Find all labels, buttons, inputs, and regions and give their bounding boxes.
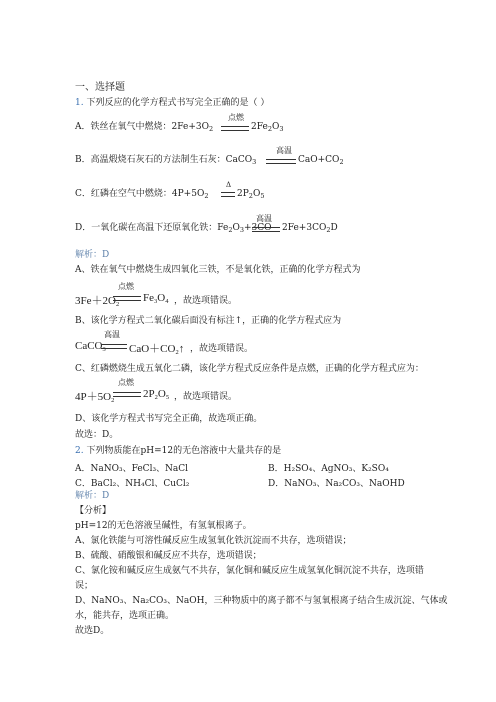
q1-option-c-condition: Δ xyxy=(226,181,232,189)
q1-option-c xyxy=(75,189,208,200)
q1-option-c-right-2: O xyxy=(252,189,261,199)
q1-analysis xyxy=(75,250,109,261)
q1-explanation-a: A、铁在氧气中燃烧生成四氧化三铁，不是氧化铁，正确的化学方程式为 xyxy=(75,265,361,275)
q1-exp-c-right-sub2: 5 xyxy=(165,394,170,401)
q2-option-d: D．NaNO₃、Na₂CO₃、NaOHD xyxy=(268,479,405,489)
q1-option-d-right-sub: 2 xyxy=(326,226,331,234)
q2-option-b: B．H₂SO₄、AgNO₃、K₂SO₄ xyxy=(268,464,389,474)
q1-exp-a-right xyxy=(143,292,168,304)
q1-option-d-condition: 高温 xyxy=(256,214,272,223)
q2-paragraph-4b: 误； xyxy=(75,581,94,591)
q1-explanation-b: B、该化学方程式二氧化碳后面没有标注↑，正确的化学方程式应为 xyxy=(75,316,342,326)
q1-exp-c-condition: 点燃 xyxy=(118,378,134,387)
q1-explanation-c: C、红磷燃烧生成五氧化二磷，该化学方程式反应条件是点燃，正确的化学方程式应为： xyxy=(75,364,424,374)
q1-exp-a-left-sub: 2 xyxy=(115,301,120,308)
q1-option-c-right-1: 2P xyxy=(237,189,249,199)
q1-option-b-right-1: CaO+CO xyxy=(298,155,340,165)
q1-exp-a-left-text: 3Fe＋2O xyxy=(75,295,116,307)
q1-analysis-label: 解析： xyxy=(75,250,103,260)
q1-conclusion: 故选：D。 xyxy=(75,430,119,440)
q1-option-c-right-sub1: 2 xyxy=(248,192,253,200)
q1-exp-b-condition: 高温 xyxy=(104,330,120,339)
q1-option-d xyxy=(75,223,272,234)
q1-option-a-equals xyxy=(221,126,249,131)
q1-option-b-left-sub: 3 xyxy=(252,158,257,166)
q1-exp-a-condition: 点燃 xyxy=(118,282,134,291)
q1-number: 1. xyxy=(75,98,84,108)
q1-exp-b-equals xyxy=(101,344,127,349)
q1-option-a-left: 2Fe+3O xyxy=(171,122,209,132)
q1-option-b-left: CaCO xyxy=(225,155,253,165)
q2-paragraph-1: pH=12的无色溶液呈碱性，有氢氧根离子。 xyxy=(75,521,252,531)
q1-exp-c-right-2: O xyxy=(157,388,166,400)
q1-option-b-condition: 高温 xyxy=(276,146,292,155)
q2-paragraph-3: B、硫酸、硝酸银和碱反应不共存，选项错误； xyxy=(75,551,262,561)
q1-option-d-label: D．一氧化碳在高温下还原氧化铁： xyxy=(75,223,218,233)
q2-option-a: A．NaNO₃、FeCl₃、NaCl xyxy=(75,464,189,474)
q1-exp-b-left-text: CaCO xyxy=(75,340,103,352)
q2-stem-line xyxy=(75,446,281,457)
q1-option-b xyxy=(75,155,256,166)
q2-number: 2. xyxy=(75,446,84,456)
q1-option-d-right-2: D xyxy=(330,223,338,233)
q1-option-a-label: A．铁丝在氧气中燃烧： xyxy=(75,122,172,132)
q1-exp-a-tail: ，故选项错误。 xyxy=(174,296,238,306)
q1-option-a-right xyxy=(251,122,283,133)
q2-analysis-answer: D xyxy=(102,491,110,501)
q1-option-d-left-sub2: 3 xyxy=(239,226,244,234)
q1-option-a-right-2: O xyxy=(271,122,280,132)
q1-exp-b-arrow: ↑ xyxy=(178,343,185,355)
q1-option-d-left-3: +3CO xyxy=(243,223,272,233)
q1-option-d-left-1: Fe xyxy=(217,223,229,233)
q2-paragraph-4a: C、氯化铵和碱反应生成氨气不共存，氯化铜和碱反应生成氢氧化铜沉淀不共存，选项错 xyxy=(75,566,424,576)
q2-analysis-label: 解析： xyxy=(75,491,103,501)
q2-paragraph-2: A、氯化铁能与可溶性碱反应生成氢氧化铁沉淀而不共存，选项错误； xyxy=(75,536,352,546)
q1-option-d-left-sub1: 2 xyxy=(228,226,233,234)
q1-stem: 下列反应的化学方程式书写完全正确的是（ ） xyxy=(86,98,270,108)
q1-exp-b-left-sub: 3 xyxy=(102,346,106,353)
q2-conclusion: 故选D。 xyxy=(75,626,110,636)
q1-stem-line xyxy=(75,98,269,109)
q1-exp-c-left xyxy=(75,388,114,404)
q2-analysis xyxy=(75,491,109,502)
q1-option-b-right-sub: 2 xyxy=(339,158,344,166)
q1-option-c-right xyxy=(237,189,264,200)
q1-exp-c-right-1: 2P xyxy=(143,388,155,400)
q1-exp-b-right-1: CaO＋CO xyxy=(129,343,176,355)
q1-option-d-right-1: 2Fe+3CO xyxy=(282,223,327,233)
q1-exp-c-left-sub: 2 xyxy=(111,397,115,404)
q1-analysis-answer: D xyxy=(102,250,110,260)
q1-exp-b-right xyxy=(129,340,184,356)
q1-exp-b-tail: ，故选项错误。 xyxy=(190,344,254,354)
q1-exp-c-equals xyxy=(113,392,141,397)
q1-exp-a-right-2: O xyxy=(157,292,166,304)
q1-option-a-right-1: 2Fe xyxy=(251,122,268,132)
q1-option-d-left-2: O xyxy=(232,223,240,233)
q1-exp-a-right-sub1: 3 xyxy=(154,298,158,305)
q1-option-d-right xyxy=(282,223,338,234)
q1-exp-c-right xyxy=(143,388,169,400)
q1-option-b-label: B．高温煅烧石灰石的方法制生石灰： xyxy=(75,155,226,165)
q1-option-c-equals xyxy=(221,192,235,197)
q1-option-c-left-sub: 2 xyxy=(204,192,209,200)
q2-paragraph-5a: D、NaNO₃、Na₂CO₃、NaOH，三种物质中的离子都不与氢氧根离子结合生成沉淀、气体或 xyxy=(75,596,448,606)
q2-option-c: C．BaCl₂、NH₄Cl、CuCl₂ xyxy=(75,479,190,489)
q1-exp-c-tail: ，故选项错误。 xyxy=(174,392,238,402)
q1-exp-a-right-1: Fe xyxy=(143,292,154,304)
q1-exp-c-left-text: 4P＋5O xyxy=(75,391,112,403)
q1-option-c-right-sub2: 5 xyxy=(260,192,265,200)
q1-exp-b-right-sub: 2 xyxy=(175,349,179,356)
q2-analysis-heading: 【分析】 xyxy=(75,506,112,516)
q1-option-a xyxy=(75,122,213,133)
q2-stem: 下列物质能在pH=12的无色溶液中大量共存的是 xyxy=(86,446,282,456)
q1-option-a-left-sub: 2 xyxy=(208,125,214,133)
q1-exp-a-right-sub2: 4 xyxy=(165,298,169,305)
q1-exp-c-right-sub1: 2 xyxy=(154,394,158,401)
q1-option-c-left: 4P+5O xyxy=(171,189,205,199)
section-title: 一、选择题 xyxy=(75,82,125,93)
q1-option-b-right xyxy=(298,155,344,166)
q2-paragraph-5b: 水，能共存，选项正确。 xyxy=(75,611,175,621)
q1-option-b-equals xyxy=(266,159,296,164)
q1-option-d-equals xyxy=(252,227,280,232)
q1-option-a-right-sub2: 3 xyxy=(279,125,284,133)
q1-option-c-label: C．红磷在空气中燃烧： xyxy=(75,189,172,199)
q1-option-a-right-sub1: 2 xyxy=(267,125,272,133)
q1-explanation-d: D、该化学方程式书写完全正确，故选项正确。 xyxy=(75,414,263,424)
q1-exp-a-equals xyxy=(113,296,141,301)
q1-option-a-condition: 点燃 xyxy=(228,113,244,122)
